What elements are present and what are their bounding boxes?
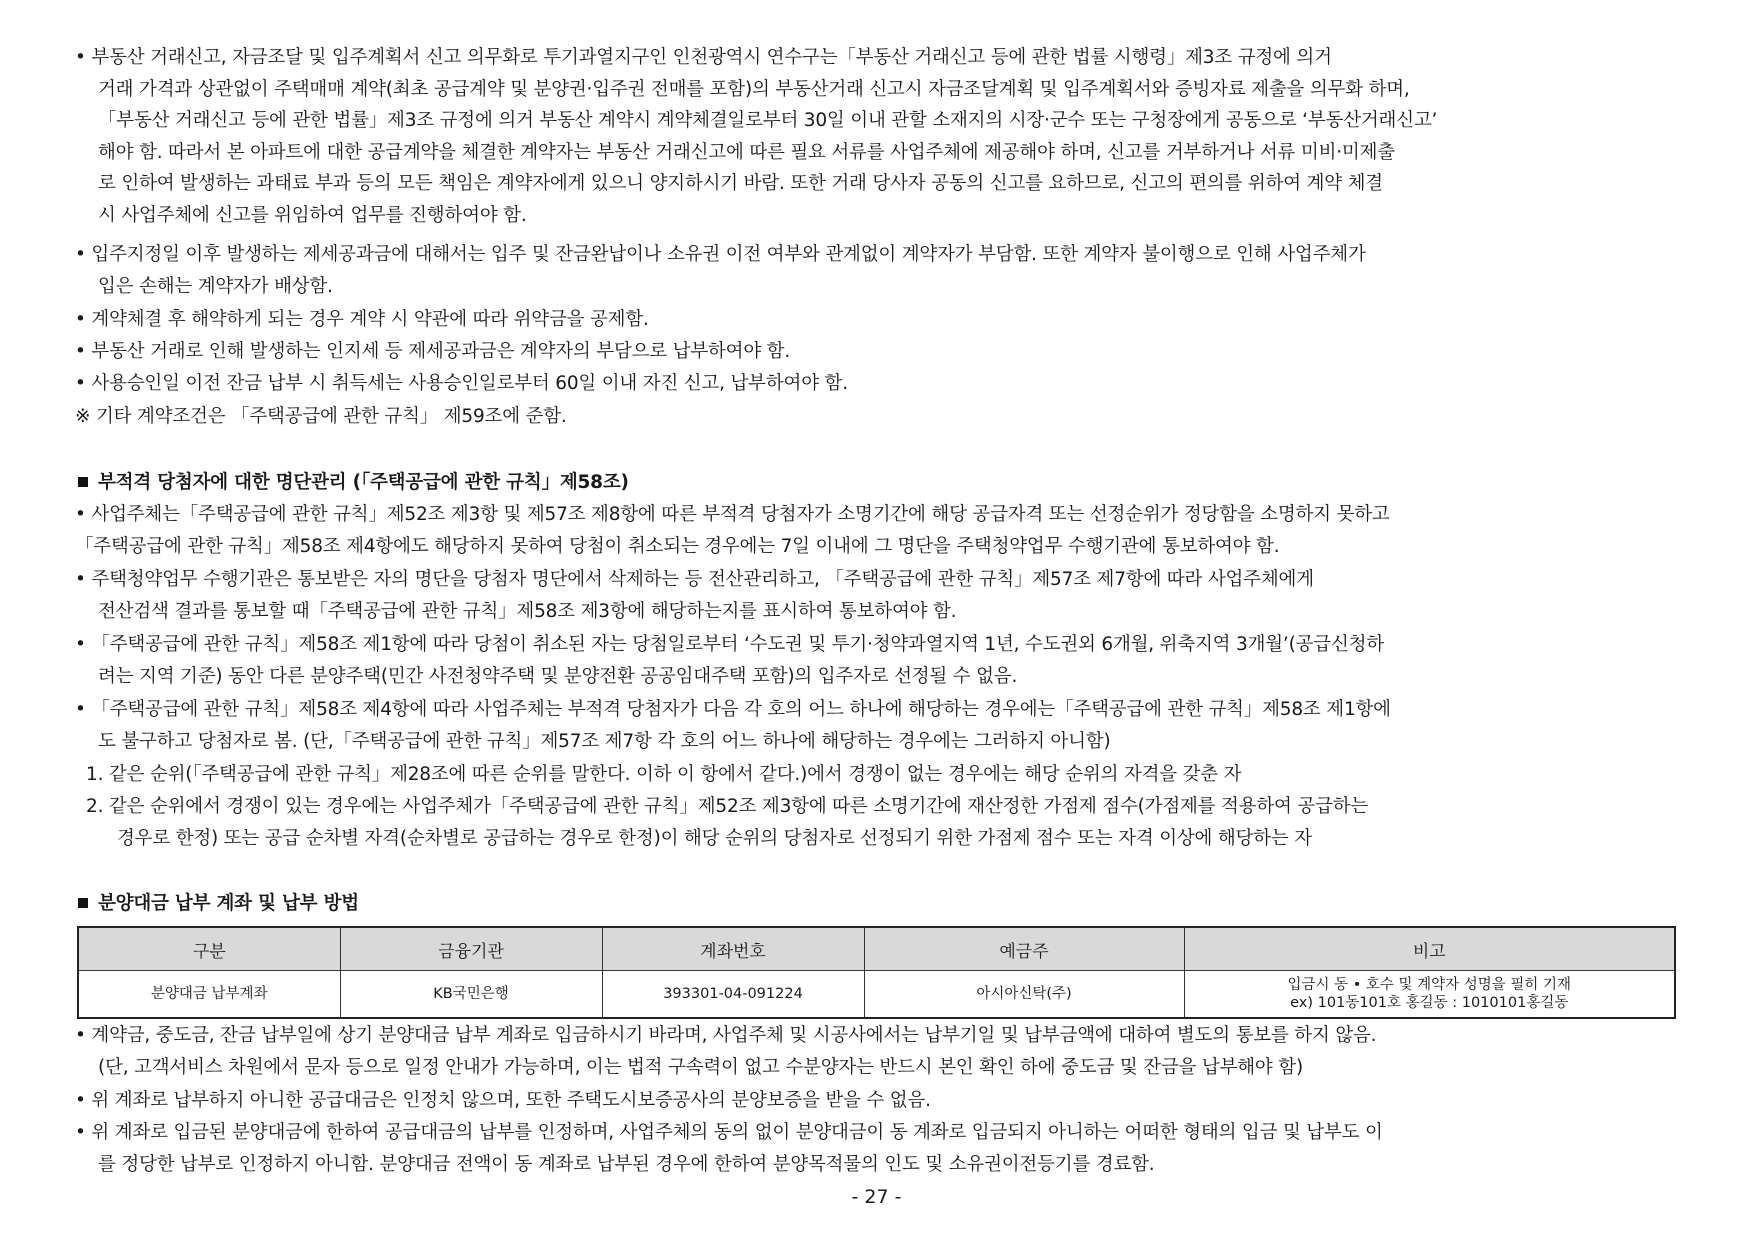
- ineligible-line: • 「주택공급에 관한 규칙」제58조 제1항에 따라 당첨이 취소된 자는 당첨일로부터 ‘수도권 및 투기·청약과열지역 1년, 수도권외 6개월, 위축지역 3개월’(공급신청하: [75, 634, 1384, 655]
- contract-condition-line: 「부동산 거래신고 등에 관한 법률」제3조 규정에 의거 부동산 계약시 계약체결일로부터 30일 이내 관할 소재지의 시장·군수 또는 구청장에게 공동으로 ‘부동산거래신고’: [98, 110, 1438, 131]
- contract-condition-line: • 부동산 거래로 인해 발생하는 인지세 등 제세공과금은 계약자의 부담으로 납부하여야 함.: [75, 341, 791, 362]
- ineligible-line: 도 불구하고 당첨자로 봄. (단,「주택공급에 관한 규칙」제57조 제7항 각 호의 어느 하나에 해당하는 경우에는 그러하지 아니함): [98, 731, 1111, 752]
- cell-note: [1184, 971, 1675, 1019]
- section-heading-ineligible: [78, 472, 629, 494]
- ineligible-line: • 사업주체는「주택공급에 관한 규칙」제52조 제3항 및 제57조 제8항에 따른 부적격 당첨자가 소명기간에 해당 공급자격 또는 선정순위가 정당함을 소명하지 못하고: [75, 504, 1390, 525]
- header-bank: 금융기관: [340, 927, 602, 971]
- cell-holder: 아시아신탁(주): [864, 971, 1184, 1019]
- contract-condition-line: • 사용승인일 이전 잔금 납부 시 취득세는 사용승인일로부터 60일 이내 자진 신고, 납부하여야 함.: [75, 373, 848, 394]
- contract-condition-line: • 부동산 거래신고, 자금조달 및 입주계획서 신고 의무화로 투기과열지구인 인천광역시 연수구는「부동산 거래신고 등에 관한 법률 시행령」제3조 규정에 의거: [75, 47, 1332, 68]
- table-header-row: [78, 927, 1675, 971]
- square-bullet-icon: [78, 898, 88, 908]
- cell-type: 분양대금 납부계좌: [78, 971, 340, 1019]
- contract-condition-line: 시 사업주체에 신고를 위임하여 업무를 진행하여야 함.: [98, 205, 527, 226]
- contract-condition-line: • 계약체결 후 해약하게 되는 경우 계약 시 약관에 따라 위약금을 공제함.: [75, 309, 649, 330]
- account-line: 를 정당한 납부로 인정하지 아니함. 분양대금 전액이 동 계좌로 납부된 경우에 한하여 분양목적물의 인도 및 소유권이전등기를 경료함.: [98, 1154, 1155, 1175]
- header-type: 구분: [78, 927, 340, 971]
- account-line: • 계약금, 중도금, 잔금 납부일에 상기 분양대금 납부 계좌로 입금하시기 바라며, 사업주체 및 시공사에서는 납부기일 및 납부금액에 대하여 별도의 통보를 하지 않음.: [75, 1025, 1377, 1046]
- ineligible-line: 「주택공급에 관한 규칙」제58조 제4항에도 해당하지 못하여 당첨이 취소되는 경우에는 7일 이내에 그 명단을 주택청약업무 수행기관에 통보하여야 함.: [75, 536, 1280, 557]
- header-account-no: 계좌번호: [602, 927, 864, 971]
- payment-account-table: [77, 926, 1676, 1019]
- ineligible-numbered-item: 1. 같은 순위(「주택공급에 관한 규칙」제28조에 따른 순위를 말한다. 이하 이 항에서 같다.)에서 경쟁이 없는 경우에는 해당 순위의 자격을 갖춘 자: [86, 764, 1242, 785]
- ineligible-line: • 주택청약업무 수행기관은 통보받은 자의 명단을 당첨자 명단에서 삭제하는 등 전산관리하고, 「주택공급에 관한 규칙」제57조 제7항에 따라 사업주체에게: [75, 569, 1314, 590]
- table-row: [78, 971, 1675, 1019]
- account-line: (단, 고객서비스 차원에서 문자 등으로 일정 안내가 가능하며, 이는 법적 구속력이 없고 수분양자는 반드시 본인 확인 하에 중도금 및 잔금을 납부해야 함): [98, 1057, 1303, 1078]
- note-line-1: 입금시 동 • 호수 및 계약자 성명을 필히 기재: [1287, 977, 1572, 993]
- contract-condition-line: 해야 함. 따라서 본 아파트에 대한 공급계약을 체결한 계약자는 부동산 거래신고에 따른 필요 서류를 사업주체에 제공해야 하며, 신고를 거부하거나 서류 미비·미제출: [98, 142, 1395, 163]
- ineligible-line: 려는 지역 기준) 동안 다른 분양주택(민간 사전청약주택 및 분양전환 공공임대주택 포함)의 입주자로 선정될 수 없음.: [98, 666, 1018, 687]
- page-number: - 27 -: [851, 1186, 902, 1208]
- section-heading-text: 분양대금 납부 계좌 및 납부 방법: [98, 893, 359, 914]
- account-line: • 위 계좌로 입금된 분양대금에 한하여 공급대금의 납부를 인정하며, 사업주체의 동의 없이 분양대금이 동 계좌로 입금되지 아니하는 어떠한 형태의 입금 및 납부도 이: [75, 1122, 1383, 1143]
- section-heading-text: 부적격 당첨자에 대한 명단관리 (「주택공급에 관한 규칙」제58조): [98, 472, 629, 493]
- contract-condition-line: • 입주지정일 이후 발생하는 제세공과금에 대해서는 입주 및 잔금완납이나 소유권 이전 여부와 관계없이 계약자가 부담함. 또한 계약자 불이행으로 인해 사업주체가: [75, 244, 1366, 265]
- cell-bank: KB국민은행: [340, 971, 602, 1019]
- contract-condition-line: 거래 가격과 상관없이 주택매매 계약(최초 공급계약 및 분양권·입주권 전매를 포함)의 부동산거래 신고시 자금조달계획 및 입주계획서와 증빙자료 제출을 의무화 하며,: [98, 79, 1410, 100]
- header-holder: 예금주: [864, 927, 1184, 971]
- contract-condition-line: 입은 손해는 계약자가 배상함.: [98, 276, 333, 297]
- contract-note-line: ※ 기타 계약조건은 「주택공급에 관한 규칙」 제59조에 준함.: [75, 406, 567, 427]
- ineligible-numbered-item: 경우로 한정) 또는 공급 순차별 자격(순차별로 공급하는 경우로 한정)이 해당 순위의 당첨자로 선정되기 위한 가점제 점수 또는 자격 이상에 해당하는 자: [117, 828, 1312, 849]
- account-line: • 위 계좌로 납부하지 아니한 공급대금은 인정치 않으며, 또한 주택도시보증공사의 분양보증을 받을 수 없음.: [75, 1090, 931, 1111]
- ineligible-numbered-item: 2. 같은 순위에서 경쟁이 있는 경우에는 사업주체가「주택공급에 관한 규칙」제52조 제3항에 따른 소명기간에 재산정한 가점제 점수(가점제를 적용하여 공급하는: [86, 796, 1369, 817]
- square-bullet-icon: [78, 477, 88, 487]
- ineligible-line: • 「주택공급에 관한 규칙」제58조 제4항에 따라 사업주체는 부적격 당첨자가 다음 각 호의 어느 하나에 해당하는 경우에는「주택공급에 관한 규칙」제58조 제1항에: [75, 699, 1391, 720]
- ineligible-line: 전산검색 결과를 통보할 때「주택공급에 관한 규칙」제58조 제3항에 해당하는지를 표시하여 통보하여야 함.: [98, 601, 957, 622]
- cell-account-no: 393301-04-091224: [602, 971, 864, 1019]
- contract-condition-line: 로 인하여 발생하는 과태료 부과 등의 모든 책임은 계약자에게 있으니 양지하시기 바람. 또한 거래 당사자 공동의 신고를 요하므로, 신고의 편의를 위하여 계약 체결: [98, 173, 1383, 194]
- header-note: 비고: [1184, 927, 1675, 971]
- note-line-2: ex) 101동101호 홍길동 : 1010101홍길동: [1290, 995, 1569, 1011]
- section-heading-account: [78, 893, 359, 915]
